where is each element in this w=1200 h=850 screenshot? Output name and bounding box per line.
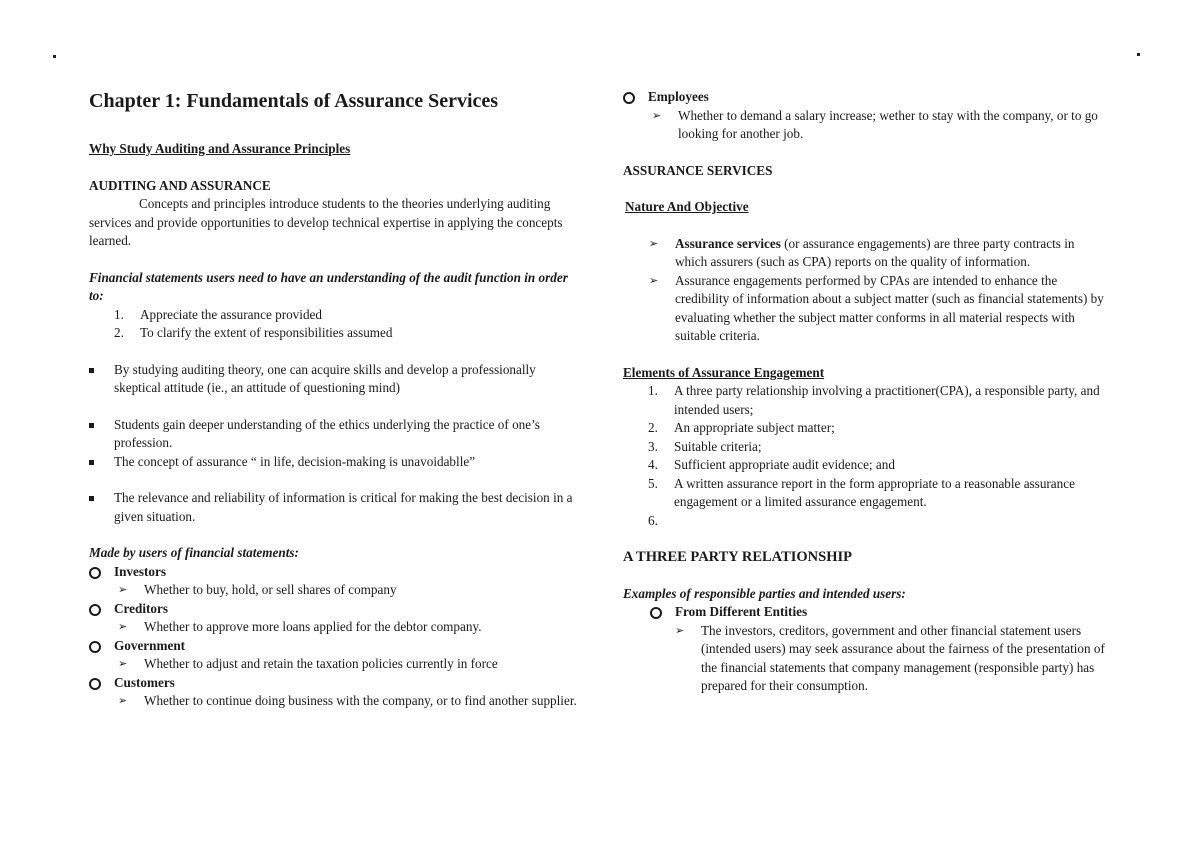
user-detail-item [89,655,579,674]
list-item [648,382,1108,419]
examples-heading: Examples of responsible parties and intended users: [623,585,906,601]
list-text: Sufficient appropriate audit evidence; and [674,457,895,472]
entities-detail-item [623,622,1108,696]
list-number: 2. [648,420,658,435]
list-text: A written assurance report in the form appropriate to a reasonable assurance engagement or a limited assurance engagement. [674,475,1075,509]
assurance-services-heading: ASSURANCE SERVICES [623,162,773,178]
square-bullet-icon [89,496,94,501]
list-number: 4. [648,457,658,472]
user-detail-item [623,107,1108,144]
why-study-heading: Why Study Auditing and Assurance Principles [89,141,351,156]
user-detail-item [89,618,579,637]
corner-mark-right [1137,53,1140,56]
user-group-label: Investors [114,563,167,579]
user-group-label: Government [114,637,186,653]
list-number: 6. [648,512,658,528]
user-detail-item [89,692,579,711]
user-group-label: Employees [648,89,709,104]
nature-objective-heading: Nature And Objective [625,199,749,214]
list-text: To clarify the extent of responsibilities assumed [140,325,393,340]
user-group-item [89,600,579,619]
bullet-item [89,453,579,472]
nature-item [623,272,1108,346]
list-number: 3. [648,438,658,454]
user-detail-text: Whether to adjust and retain the taxation policies currently in force [144,656,498,671]
left-column [89,88,579,711]
bullet-item [89,361,579,398]
user-group-item [89,563,579,582]
elements-heading: Elements of Assurance Engagement [623,364,825,380]
fs-users-list [89,306,579,343]
square-bullet-icon [89,368,94,373]
user-group-label: Customers [114,674,175,690]
entities-detail-text: The investors, creditors, government and other financial statement users (intended users) may seek assurance about the fairness of the presentation of the financial statements that company management (responsible party) has prepared for their consumption. [701,622,1105,693]
bullet-text: The relevance and reliability of information is critical for making the best decision in a given situation. [114,490,573,524]
arrow-bullet-icon: ➢ [118,694,128,707]
circle-bullet-icon [650,607,662,619]
entities-item [623,603,1108,622]
entities-label: From Different Entities [675,604,808,619]
list-text: An appropriate subject matter; [674,420,835,435]
user-group-label: Creditors [114,600,168,616]
list-item [648,512,1108,531]
bullet-text: By studying auditing theory, one can acquire skills and develop a professionally skeptical attitude (ie., an attitude of questioning mind) [114,361,536,395]
arrow-bullet-icon: ➢ [649,273,659,287]
list-number: 2. [114,325,124,340]
arrow-bullet-icon: ➢ [675,623,685,637]
list-item [648,438,1108,457]
user-group-item [89,637,579,656]
user-detail-text: Whether to buy, hold, or sell shares of company [144,582,397,597]
user-detail-text: Whether to continue doing business with the company, or to find another supplier. [144,693,577,708]
arrow-bullet-icon: ➢ [118,657,128,670]
arrow-bullet-icon: ➢ [649,236,659,250]
auditing-heading: AUDITING AND ASSURANCE [89,177,271,193]
list-item [648,475,1108,512]
list-text: A three party relationship involving a practitioner(CPA), a responsible party, and intended users; [674,383,1100,417]
fs-users-heading: Financial statements users need to have an understanding of the audit function in order to: [89,269,568,303]
bullet-text: The concept of assurance “ in life, decision-making is unavoidablle” [114,453,476,469]
circle-bullet-icon [89,567,101,579]
chapter-title: Chapter 1: Fundamentals of Assurance Services [89,90,499,112]
bullet-item [89,416,579,453]
list-item [648,456,1108,475]
list-number: 1. [648,383,658,398]
user-detail-text: Whether to approve more loans applied for the debtor company. [144,619,482,634]
made-by-heading: Made by users of financial statements: [89,545,299,560]
square-bullet-icon [89,460,94,465]
user-group-item [623,88,1108,107]
circle-bullet-icon [89,641,101,653]
nature-item-bold: Assurance services [675,235,781,251]
bullet-item [89,489,579,526]
list-item [114,306,579,325]
list-item [114,324,579,343]
square-bullet-icon [89,423,94,428]
list-text: Appreciate the assurance provided [140,306,322,322]
circle-bullet-icon [89,678,101,690]
corner-mark-left [53,55,56,58]
bullet-text: Students gain deeper understanding of the ethics underlying the practice of one’s profession. [114,416,540,450]
list-item [648,419,1108,438]
user-group-item [89,674,579,693]
list-number: 1. [114,306,124,322]
list-number: 5. [648,475,658,491]
circle-bullet-icon [623,92,635,104]
three-party-heading: A THREE PARTY RELATIONSHIP [623,549,852,565]
nature-item-text: (or assurance engagements) are three party contracts in which assurers (such as CPA) reports on the quality of information. [675,235,1075,269]
list-text: Suitable criteria; [674,438,762,454]
arrow-bullet-icon: ➢ [118,620,128,633]
user-detail-item [89,581,579,600]
auditing-paragraph: Concepts and principles introduce students to the theories underlying auditing services and provide opportunities to develop technical expertise in applying the concepts learned. [89,196,563,248]
elements-list [623,382,1108,530]
arrow-bullet-icon: ➢ [118,583,128,596]
circle-bullet-icon [89,604,101,616]
arrow-bullet-icon: ➢ [652,108,662,122]
nature-item [623,235,1108,272]
user-detail-text: Whether to demand a salary increase; wether to stay with the company, or to go looking for another job. [678,107,1098,141]
right-column [623,88,1108,696]
nature-item-text: Assurance engagements performed by CPAs are intended to enhance the credibility of information about a subject matter (such as financial statements) by evaluating whether the subject matter conforms in all material respects with suitable criteria. [675,272,1104,343]
